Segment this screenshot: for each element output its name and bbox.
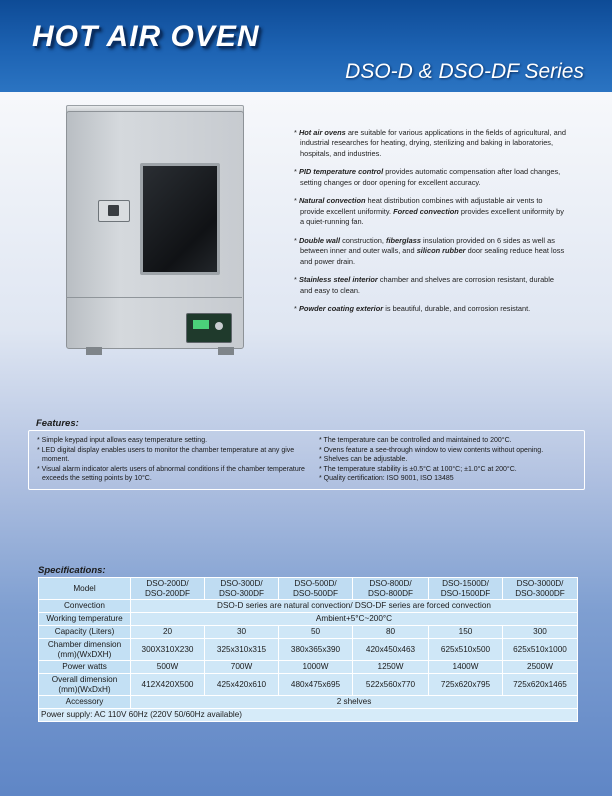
- table-row-working-temperature: [39, 613, 578, 626]
- table-cell: 625x510x1000: [503, 639, 578, 661]
- table-cell: 500W: [131, 661, 205, 674]
- table-cell: 300: [503, 626, 578, 639]
- features-title: Features:: [36, 418, 79, 429]
- oven-window: [140, 163, 220, 275]
- features-right-column: [319, 436, 581, 484]
- feature-item: * Quality certification: ISO 9001, ISO 13485: [319, 475, 454, 483]
- intro-item: * Hot air ovens are suitable for various applications in the fields of agricultural, and industrial researches for heating, drying, sterilizing and baking in laboratories, hospitals, and industries.: [294, 128, 566, 158]
- header-banner: [0, 0, 612, 92]
- oven-control-panel: [186, 313, 232, 343]
- table-cell: Ambient+5°C~200°C: [131, 613, 578, 626]
- feature-item: * Shelves can be adjustable.: [319, 456, 408, 464]
- specifications-table: [38, 577, 578, 722]
- oven-foot: [86, 347, 102, 355]
- intro-text: is beautiful, durable, and corrosion resistant.: [383, 304, 531, 314]
- table-row-capacity: [39, 626, 578, 639]
- model-cell: DSO-1500D/ DSO-1500DF: [429, 578, 503, 600]
- table-cell: 80: [353, 626, 429, 639]
- power-supply-note: Power supply: AC 110V 60Hz (220V 50/60Hz available): [39, 709, 578, 722]
- table-cell: 725x620x795: [429, 674, 503, 696]
- intro-item: * Powder coating exterior is beautiful, durable, and corrosion resistant.: [294, 304, 531, 314]
- model-cell: DSO-300D/ DSO-300DF: [205, 578, 279, 600]
- table-cell: 1400W: [429, 661, 503, 674]
- row-label: Capacity (Liters): [39, 626, 131, 639]
- row-label: Overall dimension (mm)(WxDxH): [39, 674, 131, 696]
- model-cell: DSO-3000D/ DSO-3000DF: [503, 578, 578, 600]
- intro-item: * Natural convection heat distribution combines with adjustable air vents to provide excellent uniformity. Forced convection provides excellent uniformity by a quiet-running fan.: [294, 196, 564, 227]
- row-label: Model: [39, 578, 131, 600]
- table-cell: 425x420x610: [205, 674, 279, 696]
- table-row-power-supply: [39, 709, 578, 722]
- table-cell: DSO-D series are natural convection/ DSO-DF series are forced convection: [131, 600, 578, 613]
- model-cell: DSO-800D/ DSO-800DF: [353, 578, 429, 600]
- feature-item: * The temperature can be controlled and maintained to 200°C.: [319, 437, 512, 444]
- feature-item: * Ovens feature a see-through window to view contents without opening.: [319, 446, 544, 454]
- table-cell: 1000W: [279, 661, 353, 674]
- intro-bullets: [294, 128, 566, 323]
- oven-illustration: [58, 105, 248, 360]
- table-cell: 380x365x390: [279, 639, 353, 661]
- model-cell: DSO-200D/ DSO-200DF: [131, 578, 205, 600]
- intro-text: door sealing reduce heat loss and power drain.: [300, 246, 565, 266]
- intro-highlight: fiberglass: [386, 235, 421, 245]
- model-cell: DSO-500D/ DSO-500DF: [279, 578, 353, 600]
- row-label: Convection: [39, 600, 131, 613]
- feature-item: * The temperature stability is ±0.5°C at 100°C; ±1.0°C at 200°C.: [319, 465, 517, 473]
- intro-item: * PID temperature control provides automatic compensation after load changes, setting changes or door opening for excellent accuracy.: [294, 167, 561, 187]
- specifications-title: Specifications:: [38, 565, 106, 576]
- table-cell: 420x450x463: [353, 639, 429, 661]
- table-row-accessory: [39, 696, 578, 709]
- table-cell: 2500W: [503, 661, 578, 674]
- row-label: Accessory: [39, 696, 131, 709]
- table-cell: 725x620x1465: [503, 674, 578, 696]
- intro-highlight: Hot air ovens: [298, 128, 346, 137]
- intro-text: are suitable for various applications in the fields of agricultural, and industrial researches for heating, drying, sterilizing and baking in laboratories, hospitals, and industries.: [300, 128, 566, 158]
- feature-item: * LED digital display enables users to monitor the chamber temperature at any give moment.: [37, 446, 295, 464]
- intro-item: * Double wall construction, fiberglass insulation provided on 6 sides as well as between inner and outer walls, and silicon rubber door sealing reduce heat loss and power drain.: [294, 235, 565, 266]
- features-box: [28, 430, 585, 490]
- intro-text: construction,: [340, 235, 387, 245]
- row-label: Working temperature: [39, 613, 131, 626]
- table-cell: 1250W: [353, 661, 429, 674]
- intro-text: insulation provided on 6 sides as well as between inner and outer walls, and: [300, 235, 555, 256]
- feature-item: * Visual alarm indicator alerts users of abnormal conditions if the chamber temperature exceeds the setting points by 10°C.: [37, 465, 305, 483]
- oven-foot: [218, 347, 234, 355]
- table-cell: 522x560x770: [353, 674, 429, 696]
- table-cell: 480x475x695: [279, 674, 353, 696]
- intro-text: provides automatic compensation after load changes, setting changes or door opening for excellent accuracy.: [300, 167, 561, 187]
- oven-door-line: [66, 297, 242, 298]
- intro-highlight: Powder coating exterior: [298, 304, 384, 314]
- intro-highlight: Double wall: [298, 235, 341, 245]
- table-cell: 300X310X230: [131, 639, 205, 661]
- table-row-chamber-dimension: [39, 639, 578, 661]
- intro-item: * Stainless steel interior chamber and shelves are corrosion resistant, durable and easy to clean.: [294, 275, 555, 295]
- table-cell: 150: [429, 626, 503, 639]
- intro-text: provides excellent uniformity by a quiet-running fan.: [300, 206, 564, 227]
- table-cell: 20: [131, 626, 205, 639]
- table-cell: 2 shelves: [131, 696, 578, 709]
- table-cell: 50: [279, 626, 353, 639]
- table-row-model: [39, 578, 578, 600]
- table-cell: 700W: [205, 661, 279, 674]
- intro-highlight: silicon rubber: [416, 246, 466, 256]
- intro-text: chamber and shelves are corrosion resistant, durable and easy to clean.: [300, 275, 555, 295]
- feature-item: * Simple keypad input allows easy temperature setting.: [37, 437, 208, 444]
- intro-highlight: Stainless steel interior: [298, 275, 378, 285]
- row-label: Power watts: [39, 661, 131, 674]
- row-label: Chamber dimension (mm)(WxDXH): [39, 639, 131, 661]
- page-title: HOT AIR OVEN: [32, 20, 260, 53]
- oven-latch: [98, 200, 130, 222]
- table-cell: 625x510x500: [429, 639, 503, 661]
- table-row-convection: [39, 600, 578, 613]
- features-left-column: [37, 436, 307, 484]
- table-cell: 30: [205, 626, 279, 639]
- intro-highlight: Natural convection: [298, 196, 366, 206]
- table-row-power-watts: [39, 661, 578, 674]
- intro-highlight: PID temperature control: [298, 167, 384, 177]
- table-cell: 412X420X500: [131, 674, 205, 696]
- page-subtitle: DSO-D & DSO-DF Series: [345, 60, 584, 83]
- table-row-overall-dimension: [39, 674, 578, 696]
- intro-text: heat distribution combines with adjustable air vents to provide excellent uniformity.: [300, 196, 543, 216]
- intro-highlight: Forced convection: [393, 206, 459, 216]
- table-cell: 325x310x315: [205, 639, 279, 661]
